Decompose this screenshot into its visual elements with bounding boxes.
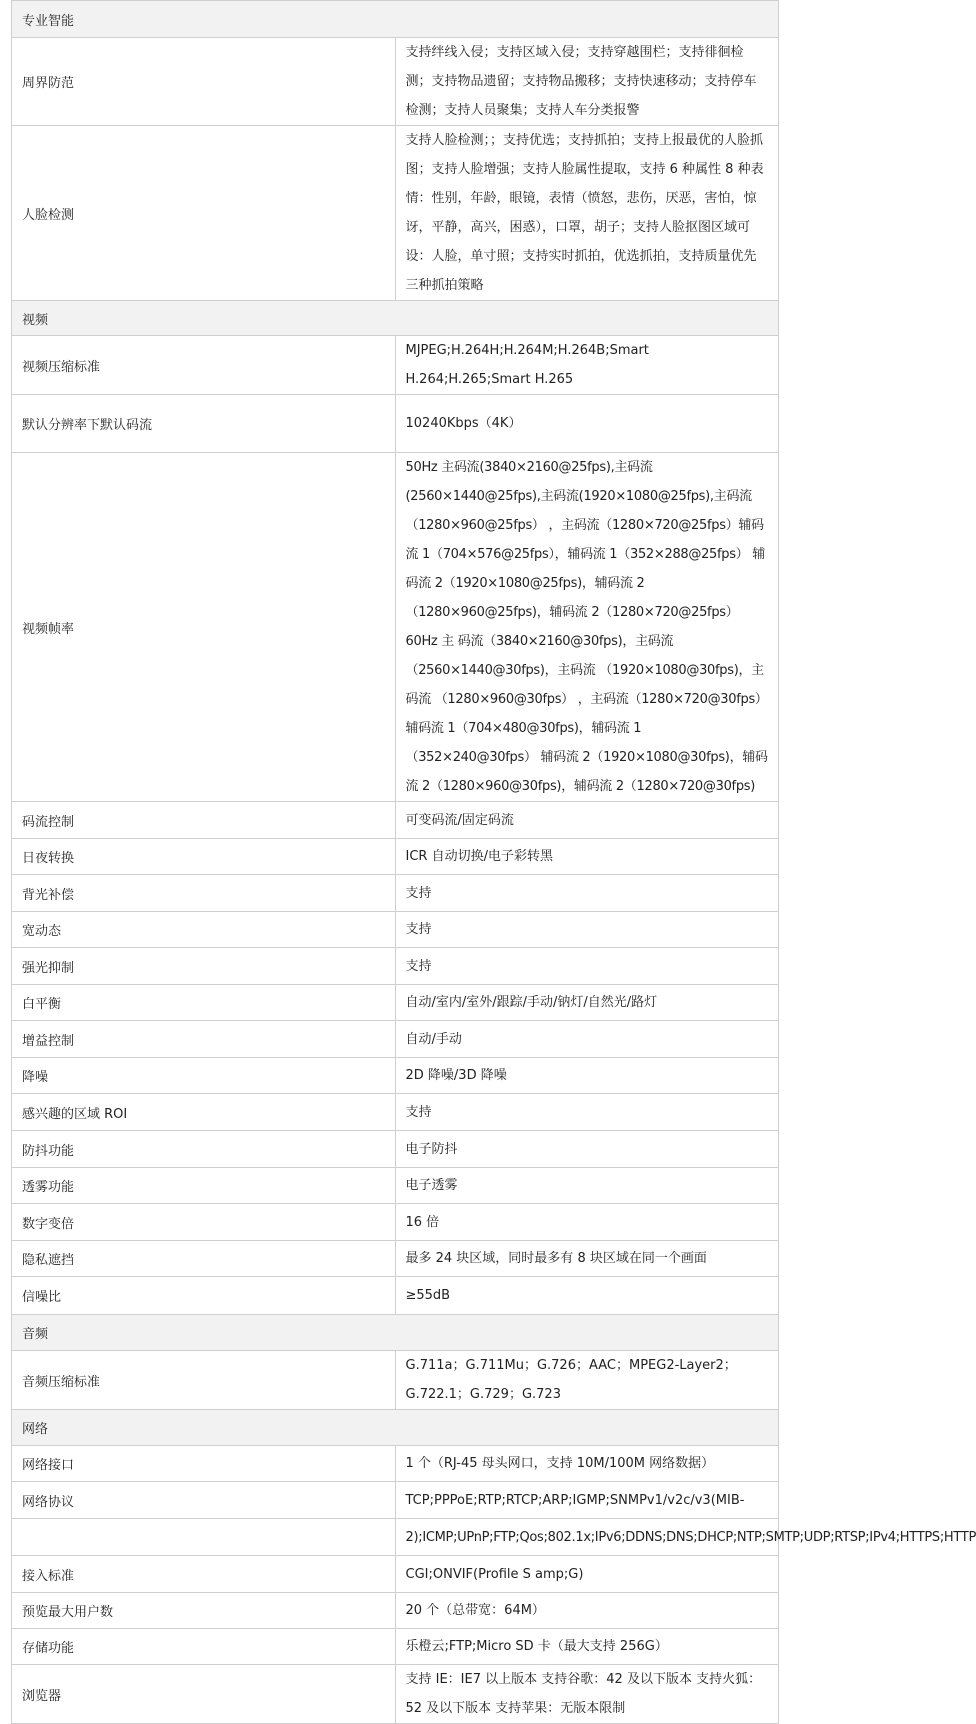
spec-label: 预览最大用户数 [12, 1593, 396, 1629]
spec-row [12, 38, 779, 126]
spec-label: 信噪比 [12, 1277, 396, 1315]
spec-row [12, 1665, 779, 1724]
spec-label: 日夜转换 [12, 839, 396, 875]
section-title: 音频 [12, 1315, 779, 1351]
spec-label: 防抖功能 [12, 1131, 396, 1168]
spec-label: 码流控制 [12, 802, 396, 839]
spec-row [12, 1131, 779, 1168]
spec-value: 最多 24 块区域，同时最多有 8 块区域在同一个画面 [395, 1241, 779, 1277]
spec-row [12, 1241, 779, 1277]
spec-row [12, 1094, 779, 1131]
spec-value: 自动/室内/室外/跟踪/手动/钠灯/自然光/路灯 [395, 985, 779, 1021]
spec-label: 网络协议 [12, 1482, 396, 1519]
spec-value: ≥55dB [395, 1277, 779, 1315]
section-row [12, 1410, 779, 1446]
spec-label: 背光补偿 [12, 875, 396, 912]
spec-row [12, 985, 779, 1021]
spec-label [12, 1519, 396, 1556]
spec-row [12, 1593, 779, 1629]
spec-label: 强光抑制 [12, 948, 396, 985]
spec-value: 支持 [395, 912, 779, 948]
spec-row [12, 453, 779, 802]
spec-label: 视频压缩标准 [12, 336, 396, 395]
spec-label: 浏览器 [12, 1665, 396, 1724]
spec-row [12, 1556, 779, 1593]
spec-value: 16 倍 [395, 1204, 779, 1241]
spec-value: 可变码流/固定码流 [395, 802, 779, 839]
spec-label: 白平衡 [12, 985, 396, 1021]
spec-value: 支持 IE：IE7 以上版本 支持谷歌：42 及以下版本 支持火狐：52 及以下版本 支持苹果：无版本限制 [395, 1665, 779, 1724]
spec-label: 接入标准 [12, 1556, 396, 1593]
spec-row [12, 1629, 779, 1665]
spec-label: 人脸检测 [12, 126, 396, 301]
spec-row [12, 948, 779, 985]
section-row [12, 1315, 779, 1351]
spec-row [12, 1168, 779, 1204]
spec-value: 支持 [395, 875, 779, 912]
spec-value: 2D 降噪/3D 降噪 [395, 1058, 779, 1094]
spec-row [12, 1021, 779, 1058]
spec-label: 隐私遮挡 [12, 1241, 396, 1277]
section-row [12, 1, 779, 38]
spec-row [12, 1482, 779, 1519]
spec-value: 自动/手动 [395, 1021, 779, 1058]
section-title: 网络 [12, 1410, 779, 1446]
spec-row [12, 912, 779, 948]
spec-label: 透雾功能 [12, 1168, 396, 1204]
spec-label: 增益控制 [12, 1021, 396, 1058]
spec-value: 10240Kbps（4K） [395, 395, 779, 453]
spec-value: 支持 [395, 948, 779, 985]
spec-value: 1 个（RJ-45 母头网口，支持 10M/100M 网络数据） [395, 1446, 779, 1482]
spec-row [12, 336, 779, 395]
spec-row [12, 1519, 779, 1556]
spec-row [12, 395, 779, 453]
spec-value: TCP;PPPoE;RTP;RTCP;ARP;IGMP;SNMPv1/v2c/v3(MIB- [395, 1482, 779, 1519]
spec-row [12, 1204, 779, 1241]
spec-value: 支持人脸检测；；支持优选；支持抓拍；支持上报最优的人脸抓图；支持人脸增强；支持人脸属性提取，支持 6 种属性 8 种表情：性别，年龄，眼镜，表情（愤怒，悲伤，厌恶，害怕，惊讶，平静，高兴，困惑），口罩，胡子；支持人脸抠图区域可设：人脸，单寸照；支持实时抓拍，优选抓拍，支持质量优先三种抓拍策略 [395, 126, 779, 301]
spec-label: 宽动态 [12, 912, 396, 948]
spec-value: 乐橙云;FTP;Micro SD 卡（最大支持 256G） [395, 1629, 779, 1665]
spec-row [12, 875, 779, 912]
section-title: 视频 [12, 301, 779, 336]
spec-row [12, 1446, 779, 1482]
spec-row [12, 802, 779, 839]
spec-table [11, 0, 976, 1724]
spec-row [12, 839, 779, 875]
spec-label: 音频压缩标准 [12, 1351, 396, 1410]
spec-label: 网络接口 [12, 1446, 396, 1482]
spec-row [12, 126, 779, 301]
spec-value: 20 个（总带宽：64M） [395, 1593, 779, 1629]
spec-value: 50Hz 主码流(3840×2160@25fps),主码流(2560×1440@25fps),主码流(1920×1080@25fps),主码流（1280×960@25fps） ，主码流（1280×720@25fps）辅码流 1（704×576@25fps），辅码流 1（352×288@25fps） 辅码流 2（1920×1080@25fps)，辅码流 2（1280×960@25fps)，辅码流 2（1280×720@25fps） 60Hz 主 码流（3840×2160@30fps)，主码流（2560×1440@30fps)，主码流 （1920×1080@30fps)，主码流 （1280×960@30fps） ，主码流（1280×720@30fps）辅码流 1（704×480@30fps)，辅码流 1（352×240@30fps） 辅码流 2（1920×1080@30fps)，辅码流 2（1280×960@30fps)，辅码流 2（1280×720@30fps) [395, 453, 779, 802]
spec-row [12, 1277, 779, 1315]
spec-value: ICR 自动切换/电子彩转黑 [395, 839, 779, 875]
spec-value: MJPEG;H.264H;H.264M;H.264B;Smart H.264;H.265;Smart H.265 [395, 336, 779, 395]
spec-value: 2);ICMP;UPnP;FTP;Qos;802.1x;IPv6;DDNS;DNS;DHCP;NTP;SMTP;UDP;RTSP;IPv4;HTTPS;HTTP [395, 1519, 779, 1556]
section-row [12, 301, 779, 336]
spec-value: G.711a；G.711Mu；G.726；AAC；MPEG2-Layer2；G.722.1；G.729；G.723 [395, 1351, 779, 1410]
spec-label: 视频帧率 [12, 453, 396, 802]
spec-value: 支持 [395, 1094, 779, 1131]
spec-label: 存储功能 [12, 1629, 396, 1665]
spec-label: 数字变倍 [12, 1204, 396, 1241]
spec-label: 感兴趣的区域 ROI [12, 1094, 396, 1131]
spec-label: 周界防范 [12, 38, 396, 126]
spec-row [12, 1351, 779, 1410]
spec-value: 电子防抖 [395, 1131, 779, 1168]
spec-value: 电子透雾 [395, 1168, 779, 1204]
spec-value: 支持绊线入侵；支持区域入侵；支持穿越围栏；支持徘徊检测；支持物品遗留；支持物品搬移；支持快速移动；支持停车检测；支持人员聚集；支持人车分类报警 [395, 38, 779, 126]
spec-table-body [12, 1, 976, 1724]
spec-label: 降噪 [12, 1058, 396, 1094]
section-title: 专业智能 [12, 1, 779, 38]
spec-label: 默认分辨率下默认码流 [12, 395, 396, 453]
spec-value: CGI;ONVIF(Profile S amp;G) [395, 1556, 779, 1593]
spec-row [12, 1058, 779, 1094]
